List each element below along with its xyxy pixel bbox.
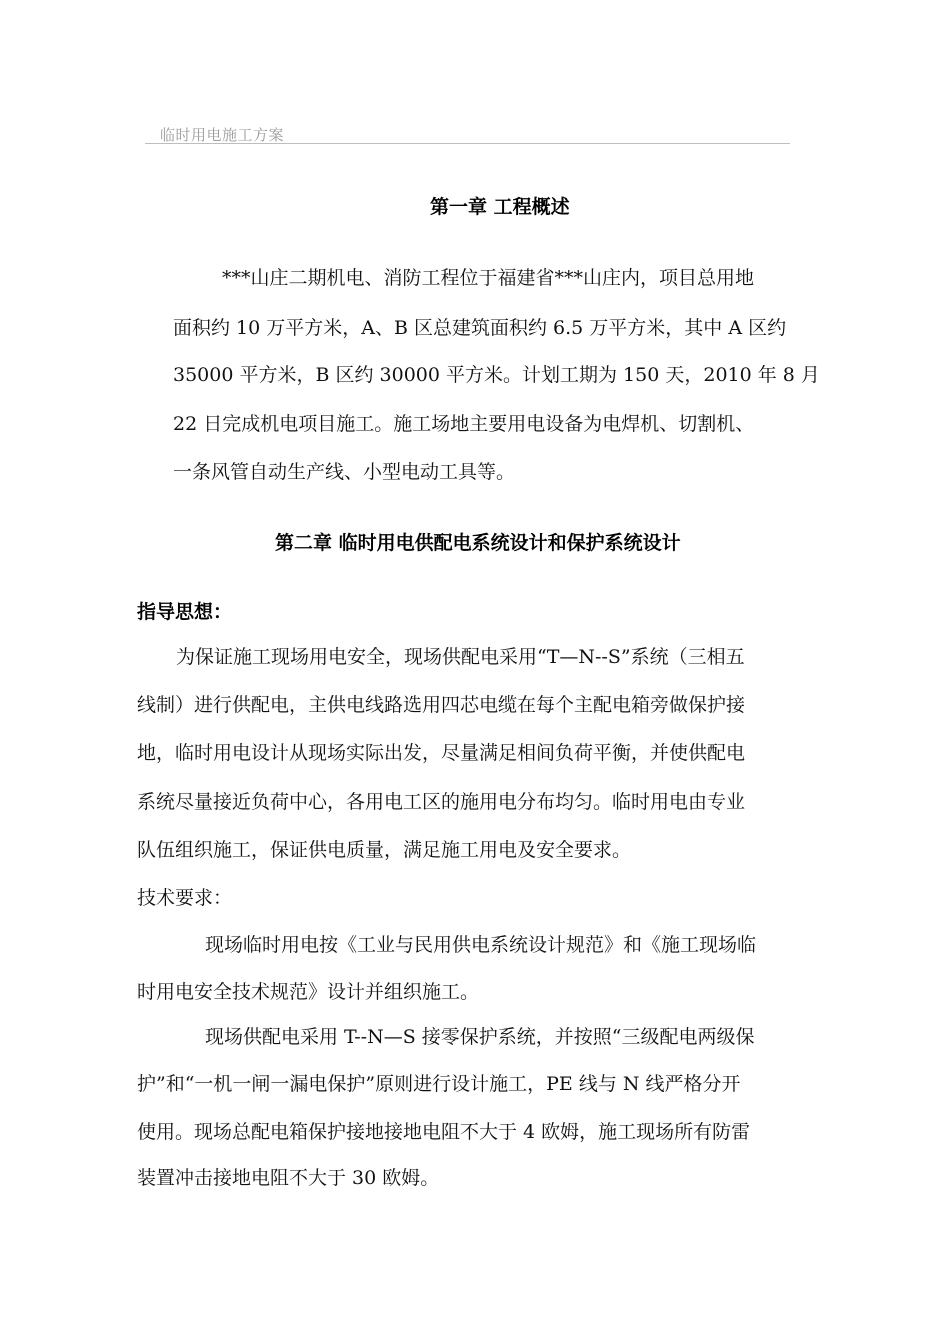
tech-heading: 技术要求： xyxy=(137,887,233,909)
paragraph-line: ***山庄二期机电、消防工程位于福建省***山庄内，项目总用地 xyxy=(222,267,755,289)
paragraph-line: 系统尽量接近负荷中心，各用电工区的施用电分布均匀。临时用电由专业 xyxy=(137,791,746,813)
header-divider xyxy=(145,143,790,144)
paragraph-line: 面积约 10 万平方米，A、B 区总建筑面积约 6.5 万平方米，其中 A 区约 xyxy=(173,317,787,339)
paragraph-line: 使用。现场总配电箱保护接地接地电阻不大于 4 欧姆，施工现场所有防雷 xyxy=(137,1121,751,1143)
paragraph-line: 为保证施工现场用电安全，现场供配电采用“T—N--S”系统（三相五 xyxy=(176,646,745,668)
paragraph-line: 一条风管自动生产线、小型电动工具等。 xyxy=(173,461,516,483)
chapter-1-title: 第一章 工程概述 xyxy=(430,196,570,218)
paragraph-line: 护”和“一机一闸一漏电保护”原则进行设计施工，PE 线与 N 线严格分开 xyxy=(137,1073,741,1095)
paragraph-line: 现场供配电采用 T--N—S 接零保护系统，并按照“三级配电两级保 xyxy=(205,1026,755,1048)
paragraph-line: 装置冲击接地电阻不大于 30 欧姆。 xyxy=(137,1167,440,1189)
chapter-2-title: 第二章 临时用电供配电系统设计和保护系统设计 xyxy=(275,532,681,554)
paragraph-line: 地，临时用电设计从现场实际出发，尽量满足相间负荷平衡，并使供配电 xyxy=(137,742,746,764)
paragraph-line: 现场临时用电按《工业与民用供电系统设计规范》和《施工现场临 xyxy=(205,934,757,956)
guiding-heading: 指导思想： xyxy=(137,601,233,623)
paragraph-line: 22 日完成机电项目施工。施工场地主要用电设备为电焊机、切割机、 xyxy=(173,413,755,435)
paragraph-line: 线制）进行供配电，主供电线路选用四芯电缆在每个主配电箱旁做保护接 xyxy=(137,694,746,716)
paragraph-line: 队伍组织施工，保证供电质量，满足施工用电及安全要求。 xyxy=(137,839,632,861)
paragraph-line: 时用电安全技术规范》设计并组织施工。 xyxy=(137,981,480,1003)
paragraph-line: 35000 平方米，B 区约 30000 平方米。计划工期为 150 天，2010 年 8 月 xyxy=(173,364,820,386)
running-header: 临时用电施工方案 xyxy=(160,126,285,144)
